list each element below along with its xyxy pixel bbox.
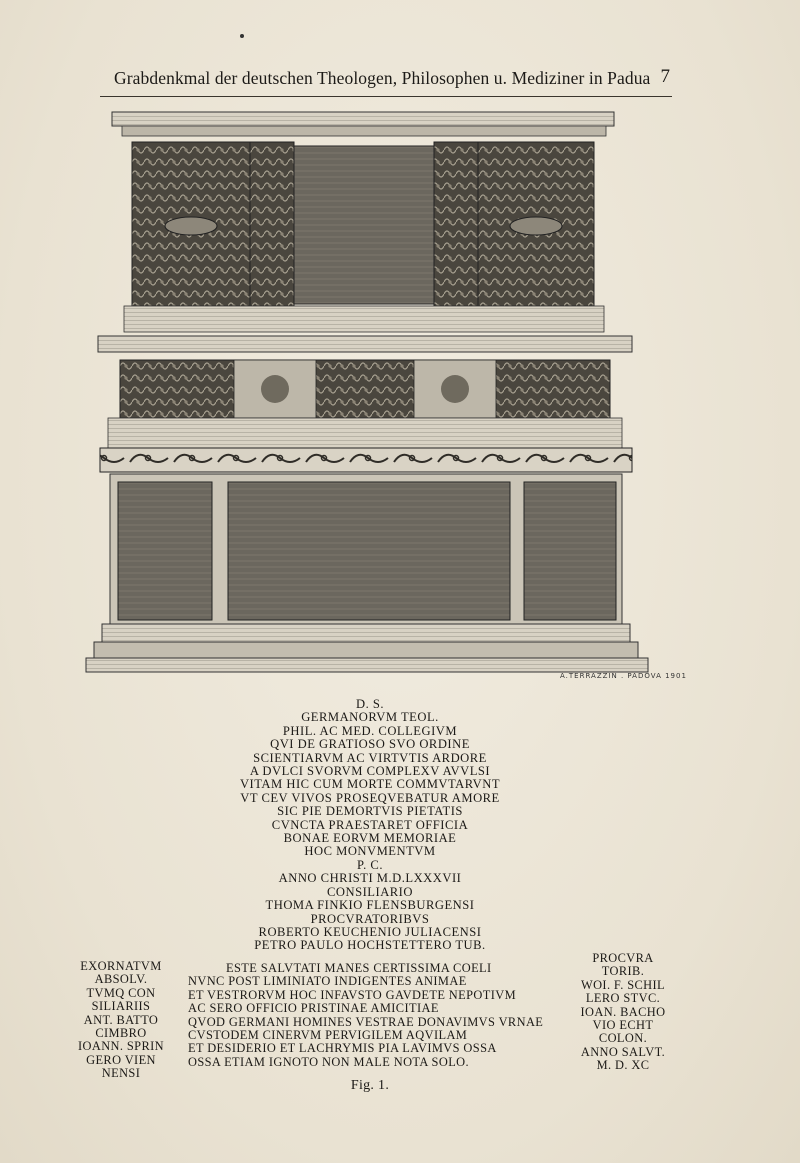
inscription-line: ET VESTRORVM HOC INFAVSTO GAVDETE NEPOTIVM [188,987,517,1002]
inscription-line: VIO ECHT [592,1018,654,1033]
inscription-line: WOI. F. SCHIL [580,977,666,992]
inscription-line: ANNO SALVT. [580,1044,666,1059]
inscription-line: P. C. [357,857,383,872]
inscription-line: COLON. [598,1031,648,1046]
inscription-line: THOMA FINKIO FLENSBURGENSI [265,898,475,913]
running-header [100,68,672,92]
inscription-line: ABSOLV. [94,972,148,987]
inscription-line: SIC PIE DEMORTVIS PIETATIS [277,804,463,819]
inscription-line: VITAM HIC CUM MORTE COMMVTARVNT [239,777,501,792]
inscription-line: GERMANORVM TEOL. [301,710,439,725]
inscription-line: GERO VIEN [86,1052,156,1067]
inscription-line: ROBERTO KEUCHENIO JULIACENSI [258,924,482,939]
inscription-line: D. S. [355,697,385,711]
inscription-line: ANT. BATTO [83,1012,159,1027]
inscription-line: QVI DE GRATIOSO SVO ORDINE [270,737,470,752]
lower-inscription-right [568,952,678,1073]
upper-inscription [170,698,570,953]
engraver-signature: A.TERRAZZIN . PADOVA 1901 [560,672,687,680]
lower-inscription-center [188,962,558,1069]
inscription-line: AC SERO OFFICIO PRISTINAE AMICITIAE [188,1001,439,1016]
inscription-line: NENSI [101,1066,141,1081]
inscription-line: TVMQ CON [86,985,156,1000]
figure-caption: Fig. 1. [350,1078,390,1093]
inscription-line: HOC MONVMENTVM [304,844,436,859]
inscription-line: OSSA ETIAM IGNOTO NON MALE NOTA SOLO. [188,1054,470,1069]
inscription-line: QVOD GERMANI HOMINES VESTRAE DONAVIMVS VRNAE [188,1014,544,1029]
header-rule [100,96,672,97]
inscription-line: IOAN. BACHO [580,1004,666,1019]
inscription-line: SCIENTIARVM AC VIRTVTIS ARDORE [253,750,487,765]
inscription-line: EXORNATVM [80,959,162,973]
inscription-line: ET DESIDERIO ET LACHRYMIS PIA LAVIMVS OSSA [188,1041,497,1056]
inscription-line: SILIARIIS [91,999,151,1014]
inscription-line: M. D. XC [596,1058,650,1073]
inscription-line: PETRO PAULO HOCHSTETTERO TUB. [254,938,486,953]
inscription-line: A DVLCI SVORVM COMPLEXV AVVLSI [249,764,491,779]
inscription-line: VT CEV VIVOS PROSEQVEBATUR AMORE [240,790,500,805]
inscription-line: PROCVRATORIBVS [310,911,430,926]
inscription-line: ESTE SALVTATI MANES CERTISSIMA COELI [226,961,492,975]
inscription-line: CIMBRO [95,1026,147,1041]
inscription-line: ANNO CHRISTI M.D.LXXXVII [278,871,462,886]
inscription-line: PHIL. AC MED. COLLEGIVM [282,723,458,738]
header-title: Grabdenkmal der deutschen Theologen, Philosophen u. Mediziner in Padua [114,68,651,88]
inscription-line: TORIB. [601,964,645,979]
lower-inscription-left [66,960,176,1081]
page-number: 7 [660,66,670,87]
inscription-line: CVSTODEM CINERVM PERVIGILEM AQVILAM [188,1028,468,1043]
inscription-line: NVNC POST LIMINIATO INDIGENTES ANIMAE [188,974,467,989]
inscription-line: PROCVRA [592,951,654,965]
inscription-line: LERO STVC. [585,991,661,1006]
monument-drawing [84,108,652,680]
inscription-line: BONAE EORVM MEMORIAE [283,831,457,846]
monument-illustration [84,108,652,680]
inscription-line: IOANN. SPRIN [77,1039,165,1054]
inscription-line: CVNCTA PRAESTARET OFFICIA [271,817,469,832]
inscription-line: CONSILIARIO [327,884,413,899]
ink-dot [240,34,244,38]
